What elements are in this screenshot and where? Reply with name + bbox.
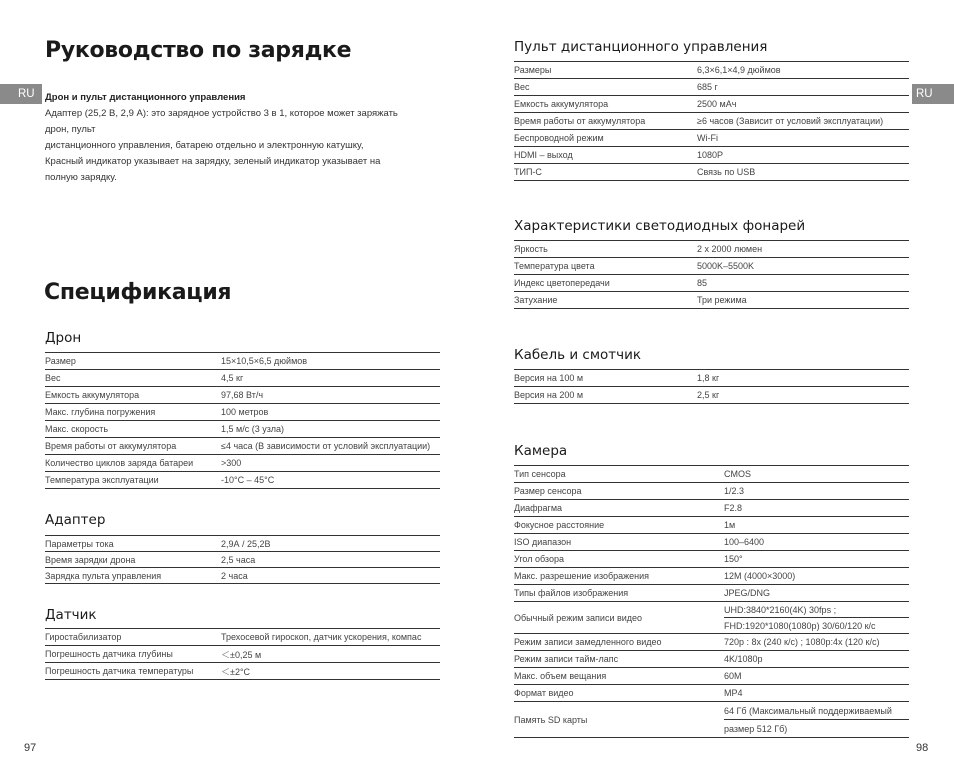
spec-value: 1,8 кг xyxy=(697,373,720,383)
adapter-spec-table xyxy=(45,535,440,584)
spec-value: 4K/1080p xyxy=(724,654,763,664)
spec-value: ≤4 часа (В зависимости от условий эксплуатации) xyxy=(221,441,431,451)
spec-label: Макс. разрешение изображения xyxy=(514,571,650,581)
spec-label: Погрешность датчика температуры xyxy=(45,666,194,676)
spec-value: 15×10,5×6,5 дюймов xyxy=(221,356,308,366)
spec-value: CMOS xyxy=(724,469,751,479)
intro-line: дрон, пульт xyxy=(45,124,96,135)
camera-spec-table xyxy=(514,465,909,738)
spec-value: Wi-Fi xyxy=(697,133,718,143)
intro-heading: Дрон и пульт дистанционного управления xyxy=(45,92,246,103)
spec-label: Температура эксплуатации xyxy=(45,475,159,485)
spec-label: Размер xyxy=(45,356,76,366)
table-row xyxy=(514,568,909,585)
spec-value: 100 метров xyxy=(221,407,269,417)
table-row xyxy=(45,568,440,584)
spec-value: Трехосевой гироскоп, датчик ускорения, компас xyxy=(221,632,422,642)
section-title-adapter: Адаптер xyxy=(45,512,106,528)
section-title-led: Характеристики светодиодных фонарей xyxy=(514,218,806,234)
spec-value: 85 xyxy=(697,278,708,288)
led-spec-table xyxy=(514,240,909,309)
spec-value: ＜±0,25 м xyxy=(221,649,262,660)
spec-label: Память SD карты xyxy=(514,714,588,725)
spec-label: Макс. глубина погружения xyxy=(45,407,156,417)
language-tab-right: RU xyxy=(912,84,954,104)
spec-label: Время работы от аккумулятора xyxy=(45,441,177,451)
table-row xyxy=(514,517,909,534)
intro-line: дистанционного управления, батарею отдельно и электронную катушку, xyxy=(45,140,364,151)
table-row xyxy=(514,258,909,275)
spec-label: Режим записи тайм-лапс xyxy=(514,654,619,664)
table-row xyxy=(514,79,909,96)
spec-value: JPEG/DNG xyxy=(724,588,771,598)
spec-value: >300 xyxy=(221,458,242,468)
spec-value: 150° xyxy=(724,554,743,564)
spec-label: Угол обзора xyxy=(514,554,564,564)
table-row xyxy=(514,602,909,618)
spec-label: Типы файлов изображения xyxy=(514,588,629,598)
table-row xyxy=(45,404,440,421)
table-row xyxy=(514,551,909,568)
cable-spec-table xyxy=(514,369,909,404)
spec-value: 97,68 Вт/ч xyxy=(221,390,264,400)
intro-line: Адаптер (25,2 В, 2,9 А): это зарядное устройство 3 в 1, которое может заряжать xyxy=(45,108,398,119)
spec-label: Емкость аккумулятора xyxy=(514,99,609,109)
spec-value: 1080P xyxy=(697,150,724,160)
spec-label: Температура цвета xyxy=(514,261,595,271)
table-row xyxy=(514,585,909,602)
remote-spec-table xyxy=(514,61,909,181)
charging-intro xyxy=(45,90,435,186)
spec-label: Беспроводной режим xyxy=(514,133,604,143)
spec-value: 1,5 м/с (3 узла) xyxy=(221,424,284,434)
spec-value: 685 г xyxy=(697,82,718,92)
spec-label: Обычный режим записи видео xyxy=(514,612,643,623)
spec-label: Версия на 100 м xyxy=(514,373,584,383)
table-row xyxy=(45,663,440,680)
spec-value: MP4 xyxy=(724,688,743,698)
spec-label: HDMI – выход xyxy=(514,150,573,160)
table-row xyxy=(45,370,440,387)
page-title-charging: Руководство по зарядке xyxy=(45,38,352,63)
spec-value: 2,5 часа xyxy=(221,554,256,565)
table-row xyxy=(514,62,909,79)
table-row xyxy=(514,130,909,147)
table-row xyxy=(514,370,909,387)
table-row xyxy=(514,702,909,720)
table-row xyxy=(45,552,440,568)
spec-value: 12M (4000×3000) xyxy=(724,571,796,581)
spec-value: 2500 мАч xyxy=(697,99,737,109)
spec-value: 2 x 2000 люмен xyxy=(697,244,763,254)
spec-label: ТИП-С xyxy=(514,167,542,177)
intro-line: полную зарядку. xyxy=(45,172,117,183)
table-row xyxy=(45,387,440,404)
spec-label: Вес xyxy=(45,373,61,383)
drone-spec-table xyxy=(45,352,440,489)
spec-label: Диафрагма xyxy=(514,503,563,513)
spec-label: Фокусное расстояние xyxy=(514,520,605,530)
section-title-cable: Кабель и смотчик xyxy=(514,347,642,363)
table-row xyxy=(514,275,909,292)
spec-label: Гиростабилизатор xyxy=(45,632,122,642)
spec-label: Формат видео xyxy=(514,688,574,698)
spec-value: 1/2.3 xyxy=(724,486,745,496)
section-title-sensor: Датчик xyxy=(45,607,97,623)
spec-value: 60M xyxy=(724,671,742,681)
spec-label: Затухание xyxy=(514,295,558,305)
table-row xyxy=(514,113,909,130)
table-row xyxy=(514,292,909,309)
spec-label: Макс. объем вещания xyxy=(514,671,607,681)
spec-value: 4,5 кг xyxy=(221,373,244,383)
spec-value: ＜±2°C xyxy=(221,666,251,677)
spec-value: -10°C – 45°C xyxy=(221,475,275,485)
spec-value: 100–6400 xyxy=(724,537,765,547)
spec-value: Связь по USB xyxy=(697,167,756,177)
table-row xyxy=(514,500,909,517)
table-row xyxy=(45,455,440,472)
table-row xyxy=(45,536,440,552)
table-row xyxy=(514,147,909,164)
spec-label: ISO диапазон xyxy=(514,537,572,547)
spec-value: размер 512 Гб) xyxy=(724,723,788,734)
spec-value: 720p : 8x (240 к/с) ; 1080p:4x (120 к/с) xyxy=(724,637,880,647)
spec-label: Размеры xyxy=(514,65,552,75)
spec-label: Размер сенсора xyxy=(514,486,582,496)
spec-label: Зарядка пульта управления xyxy=(45,570,162,581)
spec-value: 1м xyxy=(724,520,736,530)
page-number-left: 97 xyxy=(24,742,37,754)
page-number-right: 98 xyxy=(916,742,929,754)
intro-line: Красный индикатор указывает на зарядку, зеленый индикатор указывает на xyxy=(45,156,381,167)
table-row xyxy=(514,387,909,404)
spec-value: 2 часа xyxy=(221,570,248,581)
spec-value: F2.8 xyxy=(724,503,743,513)
spec-label: Емкость аккумулятора xyxy=(45,390,140,400)
section-title-drone: Дрон xyxy=(45,330,82,346)
spec-label: Время работы от аккумулятора xyxy=(514,116,646,126)
spec-label: Макс. скорость xyxy=(45,424,109,434)
spec-label: Тип сенсора xyxy=(514,469,566,479)
table-row xyxy=(514,241,909,258)
sensor-spec-table xyxy=(45,628,440,680)
spec-label: Параметры тока xyxy=(45,538,114,549)
page-title-specification: Спецификация xyxy=(44,280,232,305)
spec-value: ≥6 часов (Зависит от условий эксплуатации) xyxy=(697,116,884,126)
table-row xyxy=(45,646,440,663)
spec-label: Количество циклов заряда батареи xyxy=(45,458,194,468)
table-row xyxy=(514,96,909,113)
table-row xyxy=(45,629,440,646)
spec-label: Индекс цветопередачи xyxy=(514,278,610,288)
spec-value: FHD:1920*1080(1080p) 30/60/120 к/с xyxy=(724,620,876,631)
spec-value: 64 Гб (Максимальный поддерживаемый xyxy=(724,705,892,716)
table-row xyxy=(45,421,440,438)
table-row xyxy=(514,668,909,685)
spec-label: Погрешность датчика глубины xyxy=(45,649,173,659)
spec-label: Яркость xyxy=(514,244,548,254)
table-row xyxy=(514,534,909,551)
spec-value: 2,5 кг xyxy=(697,390,720,400)
table-row xyxy=(45,472,440,489)
table-row xyxy=(514,483,909,500)
spec-value: 2,9А / 25,2В xyxy=(221,538,271,549)
table-row xyxy=(45,353,440,370)
spec-label: Режим записи замедленного видео xyxy=(514,637,662,647)
spec-label: Версия на 200 м xyxy=(514,390,584,400)
section-title-camera: Камера xyxy=(514,443,568,459)
table-row xyxy=(514,466,909,483)
table-row xyxy=(514,651,909,668)
table-row xyxy=(514,685,909,702)
spec-value: Три режима xyxy=(697,295,747,305)
spec-value: 6,3×6,1×4,9 дюймов xyxy=(697,65,781,75)
spec-label: Вес xyxy=(514,82,530,92)
section-title-remote: Пульт дистанционного управления xyxy=(514,39,768,55)
spec-label: Время зарядки дрона xyxy=(45,554,136,565)
spec-value: 5000K–5500K xyxy=(697,261,755,271)
spec-value: UHD:3840*2160(4K) 30fps ; xyxy=(724,604,837,615)
language-tab-left: RU xyxy=(0,84,42,104)
table-row xyxy=(514,634,909,651)
table-row xyxy=(514,164,909,181)
table-row xyxy=(45,438,440,455)
